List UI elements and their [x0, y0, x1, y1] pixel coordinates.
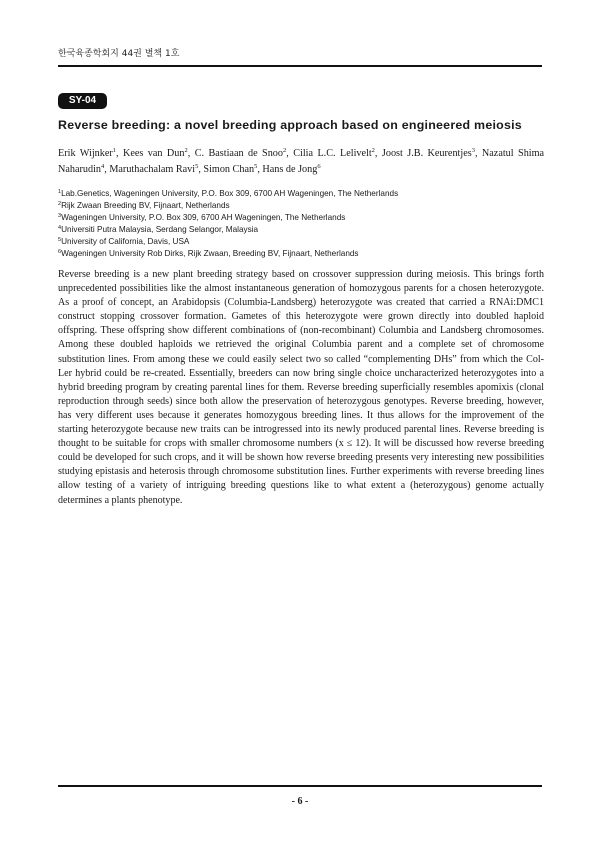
author-separator: ,	[257, 164, 263, 175]
author-name: Cilia L.C. Lelivelt	[293, 148, 372, 159]
author-separator: ,	[474, 148, 482, 159]
top-divider	[58, 65, 542, 67]
affiliation-item	[58, 188, 542, 200]
author-separator: ,	[104, 164, 110, 175]
affiliation-item	[58, 236, 542, 248]
author-name: Erik Wijnker	[58, 148, 113, 159]
author-name: Kees van Dun	[123, 148, 185, 159]
author-list	[58, 146, 544, 178]
session-badge: SY-04	[58, 93, 107, 109]
affiliation-text: Lab.Genetics, Wageningen University, P.O. Box 309, 6700 AH Wageningen, The Netherlands	[61, 189, 399, 198]
author-affiliation-mark: 2	[371, 147, 375, 154]
author-separator: ,	[187, 148, 195, 159]
author-separator: ,	[286, 148, 294, 159]
author-name: Joost J.B. Keurentjes	[381, 148, 472, 159]
author-affiliation-mark: 5	[254, 163, 258, 170]
author-name: C. Bastiaan de Snoo	[194, 148, 283, 159]
affiliation-list	[58, 188, 542, 260]
affiliation-text: Rijk Zwaan Breeding BV, Fijnaart, Netherlands	[61, 201, 230, 210]
journal-header: 한국육종학회지 44권 별책 1호	[58, 49, 180, 59]
author-name: Simon Chan	[203, 164, 255, 175]
author-affiliation-mark: 2	[282, 147, 287, 154]
affiliation-text: Wageningen University, P.O. Box 309, 6700 AH Wageningen, The Netherlands	[61, 213, 346, 222]
affiliation-item	[58, 200, 542, 212]
affiliation-text: Wageningen University Rob Dirks, Rijk Zwaan, Breeding BV, Fijnaart, Netherlands	[61, 249, 359, 258]
paper-title: Reverse breeding: a novel breeding approach based on engineered meiosis	[58, 118, 522, 132]
affiliation-number: 6	[58, 249, 62, 255]
affiliation-number: 2	[58, 201, 62, 207]
affiliation-item	[58, 212, 542, 224]
page-number: - 6 -	[291, 796, 309, 807]
affiliation-number: 3	[58, 213, 62, 219]
author-affiliation-mark: 2	[184, 147, 188, 154]
author-name: Nazatul Shima Naharudin	[58, 148, 545, 175]
abstract-text: Reverse breeding is a new plant breeding strategy based on crossover suppression during meiosis. This brings forth unprecedented possibilities like the almost instantaneous generation of homozygous parents for a chosen heterozygote. As a proof of concept, an Arabidopsis (Columbia-Landsberg) heterozygote was created that carried a RNAi:DMC1 construct stopping crossover formation. Gametes of this heterozygote were grown directly into doubled haploid offspring. These offspring show different combinations of (non-recombinant) Columbia and Landsberg chromosomes. Among these doubled haploids we retrieved the original Columbia parent and a complete set of chromosome substitution lines. From among these we could easily select two so called “complementing DHs” from which the Col-Ler hybrid could be re-created. Essentially, breeders can now bring single choice uncharacterized heterozygotes into a hybrid breeding program by creating parental lines for them. Reverse breeding superficially resembles apomixis (clonal reproduction through seeds) since both allow the preservation of heterozygous genotypes. Reverse breeding, however, has very different uses because it generates homozygous breeding lines. It thus allows for the improvement of the starting heterozygote because new traits can be introgressed into its newly produced parental lines. Reverse breeding is thought to be suitable for crops with smaller chromosome numbers (x ≤ 12). It will be discussed how reverse breeding could be developed for such crops, and it will be shown how reverse breeding presents very interesting new possibilities studying epistasis and heterosis through chromosome substitution lines. Further experiments with reverse breeding lines allow testing of a variety of intriguing breeding questions like to what extent a (heterozygous) genome actually determines a plants phenotype.	[58, 269, 544, 506]
author-separator: ,	[374, 148, 382, 159]
affiliation-text: University of California, Davis, USA	[61, 237, 190, 246]
affiliation-number: 4	[58, 225, 62, 231]
affiliation-text: Universiti Putra Malaysia, Serdang Selangor, Malaysia	[61, 225, 259, 234]
author-affiliation-mark: 5	[195, 163, 199, 170]
author-name: Hans de Jong	[262, 164, 318, 175]
affiliation-item	[58, 224, 542, 236]
author-affiliation-mark: 6	[317, 163, 321, 170]
affiliation-item	[58, 248, 542, 260]
author-affiliation-mark: 4	[101, 163, 105, 170]
affiliation-number: 1	[58, 189, 62, 195]
affiliation-number: 5	[58, 237, 62, 243]
author-separator: ,	[116, 148, 123, 159]
bottom-divider	[58, 785, 542, 787]
author-separator: ,	[198, 164, 204, 175]
author-name: Maruthachalam Ravi	[109, 164, 196, 175]
author-affiliation-mark: 3	[471, 147, 475, 154]
author-affiliation-mark: 1	[112, 147, 117, 154]
